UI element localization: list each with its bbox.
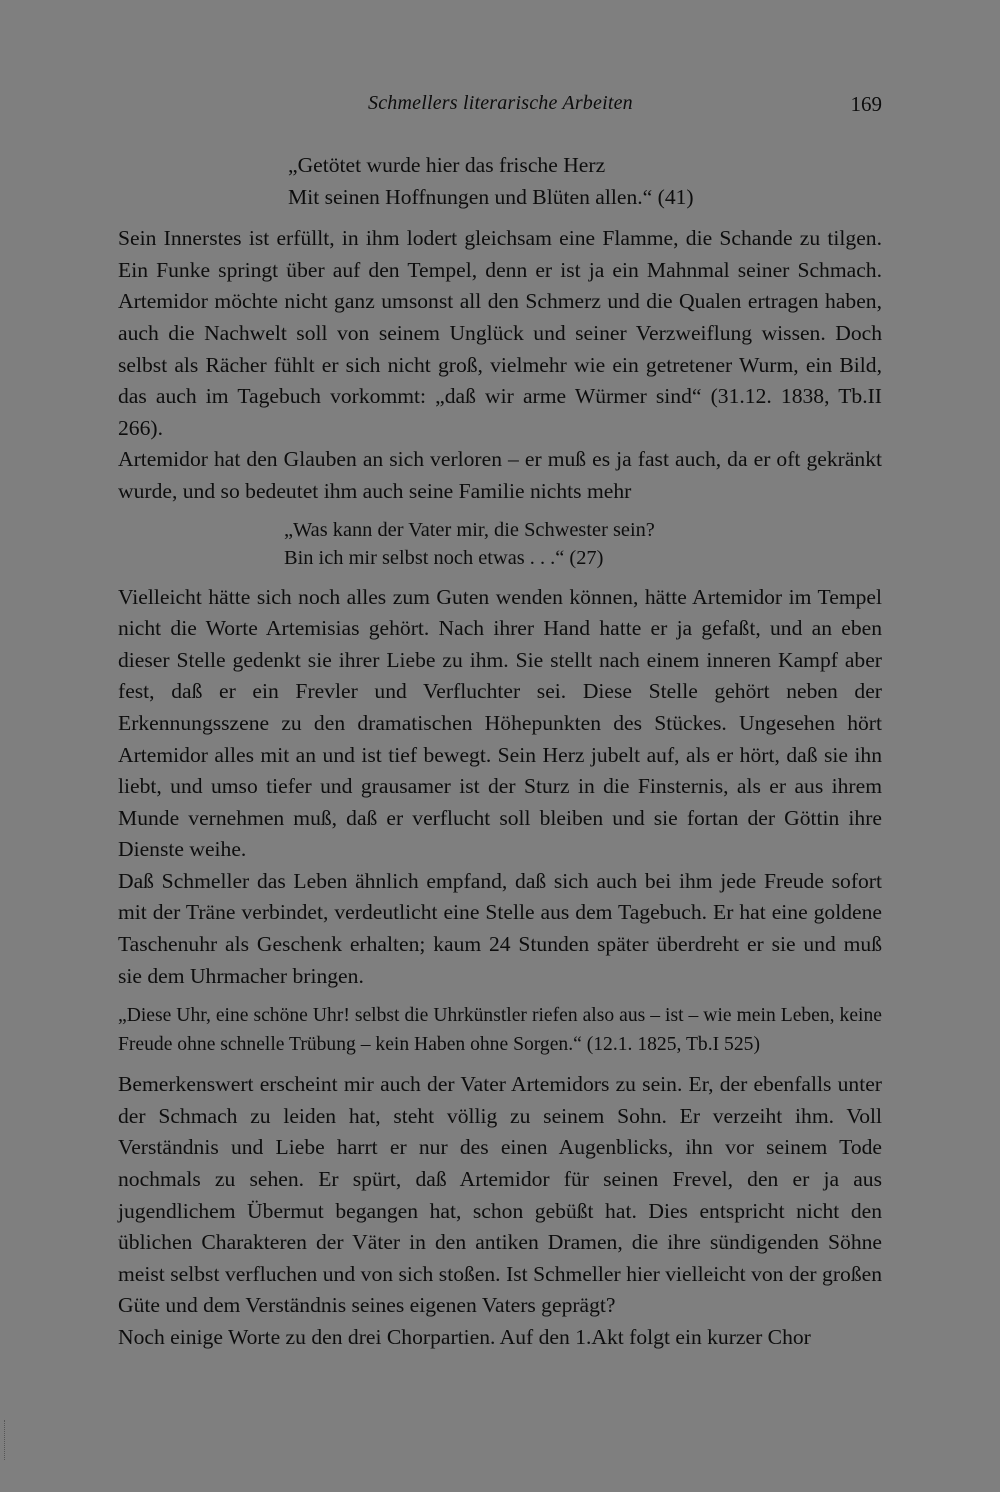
paragraph: Vielleicht hätte sich noch alles zum Guten wenden können, hätte Artemidor im Tempel nicht die Worte Artemisias gehört. Nach ihrer Hand hatte er ja gefaßt, und an eben dieser Stelle gedenkt sie ihrer Liebe zu ihm. Sie stellt nach einem inneren Kampf aber fest, daß er ein Frevler und Verfluchter sei. Diese Stelle gehört neben der Erkennungsszene zu den dramatischen Höhepunkten des Stückes. Ungesehen hört Artemidor alles mit an und ist tief bewegt. Sein Herz jubelt auf, als er hört, daß sie ihn liebt, und umso tiefer und grausamer ist der Sturz in die Finsternis, als er aus ihrem Munde vernehmen muß, daß er verflucht soll bleiben und sie fortan der Göttin ihre Dienste weihe. [118,584,882,862]
block-quote: „Diese Uhr, eine schöne Uhr! selbst die Uhrkünstler riefen also aus – ist – wie mein Leben, keine Freude ohne schnelle Trübung – kein Haben ohne Sorgen.“ (12.1. 1825, Tb.I 525) [118,1005,882,1055]
running-header [118,92,882,122]
paragraph: Sein Innerstes ist erfüllt, in ihm lodert gleichsam eine Flamme, die Schande zu tilgen. Ein Funke springt über auf den Tempel, denn er ist ja ein Mahnmal seiner Schmach. Artemidor möchte nicht ganz umsonst all den Schmerz und die Qualen ertragen haben, auch die Nachwelt soll von seinem Unglück und seiner Verzweiflung wissen. Doch selbst als Rächer fühlt er sich nicht groß, vielmehr wie ein getretener Wurm, ein Bild, das auch im Tagebuch vorkommt: „daß wir arme Würmer sind“ (31.12. 1838, Tb.II 266). [118,226,882,440]
verse-line: Mit seinen Hoffnungen und Blüten allen.“ (41) [288,184,694,209]
verse-line: „Was kann der Vater mir, die Schwester sein? [284,518,655,541]
paragraph: Bemerkenswert erscheint mir auch der Vater Artemidors zu sein. Er, der ebenfalls unter der Schmach zu leiden hat, steht völlig zu seinem Sohn. Er verzeiht ihm. Voll Verständnis und Liebe harrt er nur des einen Augenblicks, ihn vor seinem Tode nochmals zu sehen. Er spürt, daß Artemidor für seinen Frevel, den er ja aus jugendlichem Übermut begangen hat, schon gebüßt hat. Dies entspricht nicht den üblichen Charakteren der Väter in den antiken Dramen, die ihre sündigenden Söhne meist selbst verfluchen und von sich stoßen. Ist Schmeller hier vielleicht von der großen Güte und dem Verständnis seines eigenen Vaters geprägt? [118,1072,882,1318]
margin-mark [4,1420,7,1460]
paragraph: Daß Schmeller das Leben ähnlich empfand, daß sich auch bei ihm jede Freude sofort mit der Träne verbindet, verdeutlicht eine Stelle aus dem Tagebuch. Er hat eine goldene Taschenuhr als Geschenk erhalten; kaum 24 Stunden später überdreht er sie und muß sie dem Uhrmacher bringen. [118,868,882,988]
verse-line: Bin ich mir selbst noch etwas . . .“ (27) [284,546,604,569]
paragraph: Artemidor hat den Glauben an sich verloren – er muß es ja fast auch, da er oft gekränkt wurde, und so bedeutet ihm auch seine Familie nichts mehr [118,447,882,503]
paragraph: Noch einige Worte zu den drei Chorpartien. Auf den 1.Akt folgt ein kurzer Chor [118,1325,811,1349]
body-text [118,150,882,1354]
verse-quote-1 [288,150,882,213]
running-title: Schmellers literarische Arbeiten [368,92,633,114]
verse-quote-2 [284,516,882,572]
page-number: 169 [850,92,882,116]
verse-line: „Getötet wurde hier das frische Herz [288,153,606,177]
